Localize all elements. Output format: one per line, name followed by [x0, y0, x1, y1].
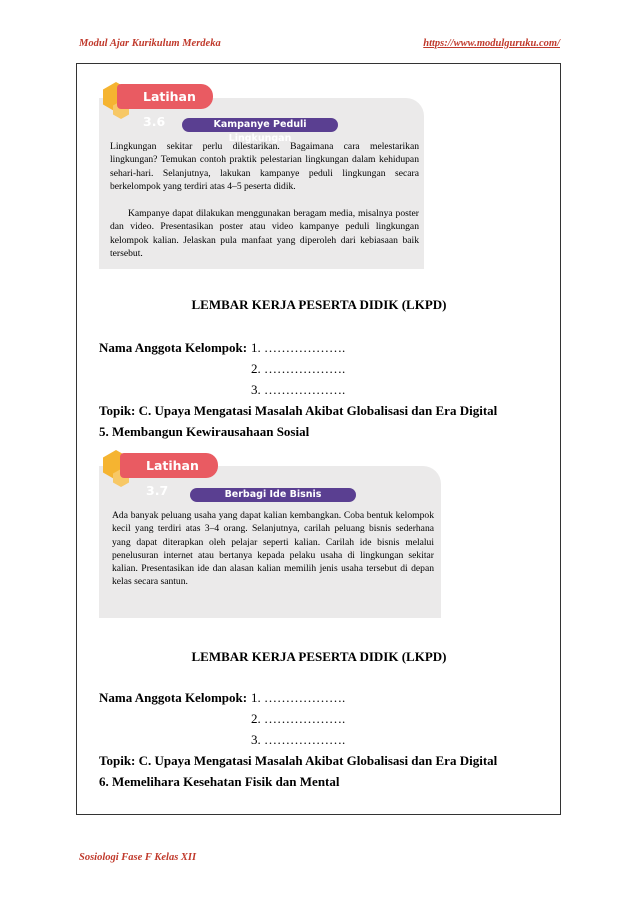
members-label: Nama Anggota Kelompok: — [99, 690, 248, 705]
member-line-2: 2. ………………. — [251, 361, 346, 376]
header-module-title: Modul Ajar Kurikulum Merdeka — [79, 38, 221, 49]
exercise-title-pill: Kampanye Peduli Lingkungan — [182, 118, 338, 132]
exercise-instruction-paragraph: Lingkungan sekitar perlu dilestarikan. Bagaimana cara melestarikan lingkungan? Temukan contoh praktik pelestarian lingkungan dalam kehidupan sehari-hari. Selanjutnya, lakukan kampanye peduli lingkungan secara berkelompok yang terdiri atas 4–5 peserta didik. — [110, 141, 419, 192]
topic-line: Topik: C. Upaya Mengatasi Masalah Akibat Globalisasi dan Era Digital — [99, 403, 498, 418]
member-line-3: 3. ………………. — [251, 382, 346, 397]
exercise-instruction-paragraph: Ada banyak peluang usaha yang dapat kalian kembangkan. Coba bentuk kelompok kecil yang terdiri atas 3–4 orang. Selanjutnya, carilah peluang bisnis sederhana yang dapat diterapkan oleh pelajar seperti kalian. Carilah ide bisnis melalui penelusuran internet atau bertanya kepada pelaku usaha di lingkungan sekitar kalian. Presentasikan ide dan alasan kalian memilih jenis usaha tersebut di depan kelas secara santun. — [112, 510, 434, 588]
member-line-2: 2. ………………. — [251, 711, 346, 726]
subtopic-line: 6. Memelihara Kesehatan Fisik dan Mental — [99, 774, 340, 789]
exercise-badge-label: Latihan 3.6 — [117, 84, 213, 109]
exercise-badge-label: Latihan 3.7 — [120, 453, 218, 478]
footer-subject-label: Sosiologi Fase F Kelas XII — [79, 852, 197, 863]
member-line-1: 1. ………………. — [251, 340, 346, 355]
lkpd-heading: LEMBAR KERJA PESERTA DIDIK (LKPD) — [191, 649, 447, 664]
members-label: Nama Anggota Kelompok: — [99, 340, 248, 355]
header-website-link[interactable]: https://www.modulguruku.com/ — [423, 38, 560, 49]
exercise-instruction-paragraph: Kampanye dapat dilakukan menggunakan beragam media, misalnya poster dan video. Presentasikan poster atau video kampanye peduli lingkungan kelompok kalian. Jelaskan pula manfaat yang diperoleh dari kebiasaan baik tersebut. — [110, 208, 419, 259]
member-line-1: 1. ………………. — [251, 690, 346, 705]
member-line-3: 3. ………………. — [251, 732, 346, 747]
subtopic-line: 5. Membangun Kewirausahaan Sosial — [99, 424, 310, 439]
lkpd-heading: LEMBAR KERJA PESERTA DIDIK (LKPD) — [191, 297, 447, 312]
exercise-title-pill: Berbagi Ide Bisnis — [190, 488, 356, 502]
topic-line: Topik: C. Upaya Mengatasi Masalah Akibat Globalisasi dan Era Digital — [99, 753, 498, 768]
